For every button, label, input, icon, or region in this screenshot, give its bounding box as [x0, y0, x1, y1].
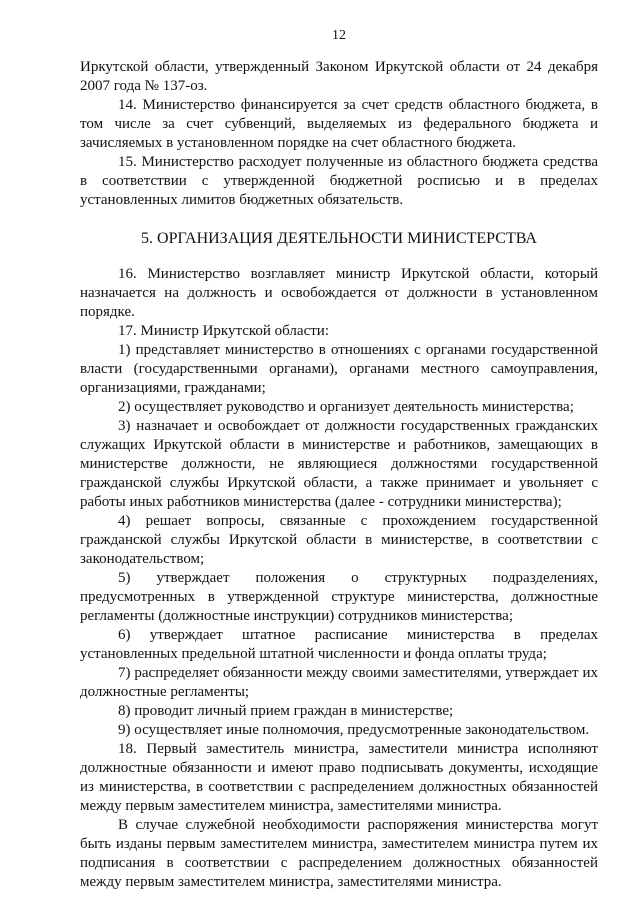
list-item-1: 1) представляет министерство в отношениях с органами государственной власти (государственными органами), органами местного самоуправления, организациями, гражданами; — [80, 342, 598, 396]
list-item-9: 9) осуществляет иные полномочия, предусмотренные законодательством. — [118, 722, 590, 738]
list-item-6: 6) утверждает штатное расписание министерства в пределах установленных предельной штатной численности и фонда оплаты труда; — [80, 627, 598, 662]
paragraph-intro: Иркутской области, утвержденный Законом Иркутской области от 24 декабря 2007 года № 137-оз. — [80, 59, 598, 94]
paragraph-16: 16. Министерство возглавляет министр Иркутской области, который назначается на должность и освобождается от должности в установленном порядке. — [80, 266, 598, 320]
list-item-5: 5) утверждает положения о структурных подразделениях, предусмотренных в утвержденной структуре министерства, должностные регламенты (должностные инструкции) сотрудников министерства; — [80, 570, 598, 624]
paragraph-15: 15. Министерство расходует полученные из областного бюджета средства в соответствии с утвержденной бюджетной росписью и в пределах установленных лимитов бюджетных обязательств. — [80, 154, 598, 208]
page-number: 12 — [332, 28, 346, 43]
list-item-2: 2) осуществляет руководство и организует деятельность министерства; — [118, 399, 574, 415]
paragraph-17: 17. Министр Иркутской области: — [118, 323, 329, 339]
list-item-4: 4) решает вопросы, связанные с прохождением государственной гражданской службы Иркутской области в министерстве, в соответствии с законодательством; — [80, 513, 598, 567]
section-heading: 5. ОРГАНИЗАЦИЯ ДЕЯТЕЛЬНОСТИ МИНИСТЕРСТВА — [141, 230, 537, 247]
list-item-8: 8) проводит личный прием граждан в министерстве; — [118, 703, 454, 719]
list-item-7: 7) распределяет обязанности между своими заместителями, утверждает их должностные регламенты; — [80, 665, 598, 700]
paragraph-18: 18. Первый заместитель министра, заместители министра исполняют должностные обязанности и имеют право подписывать документы, исходящие из министерства, в соответствии с распределением должностных обязанностей между первым заместителем министра, заместителями министра. — [80, 741, 598, 814]
document-body — [80, 58, 598, 892]
paragraph-service-necessity: В случае служебной необходимости распоряжения министерства могут быть изданы первым заместителем министра, заместителем министра путем их подписания в соответствии с распределением должностных обязанностей между первым заместителем министра, заместителями министра. — [80, 817, 598, 890]
paragraph-14: 14. Министерство финансируется за счет средств областного бюджета, в том числе за счет субвенций, выделяемых из федерального бюджета и зачисляемых в установленном порядке на счет областного бюджета. — [80, 97, 598, 151]
list-item-3: 3) назначает и освобождает от должности государственных гражданских служащих Иркутской области в министерстве и работников, замещающих в министерстве должности, не являющиеся должностями государственной гражданской службы Иркутской области, а также принимает и увольняет с работы иных работников министерства (далее - сотрудники министерства); — [80, 418, 598, 510]
